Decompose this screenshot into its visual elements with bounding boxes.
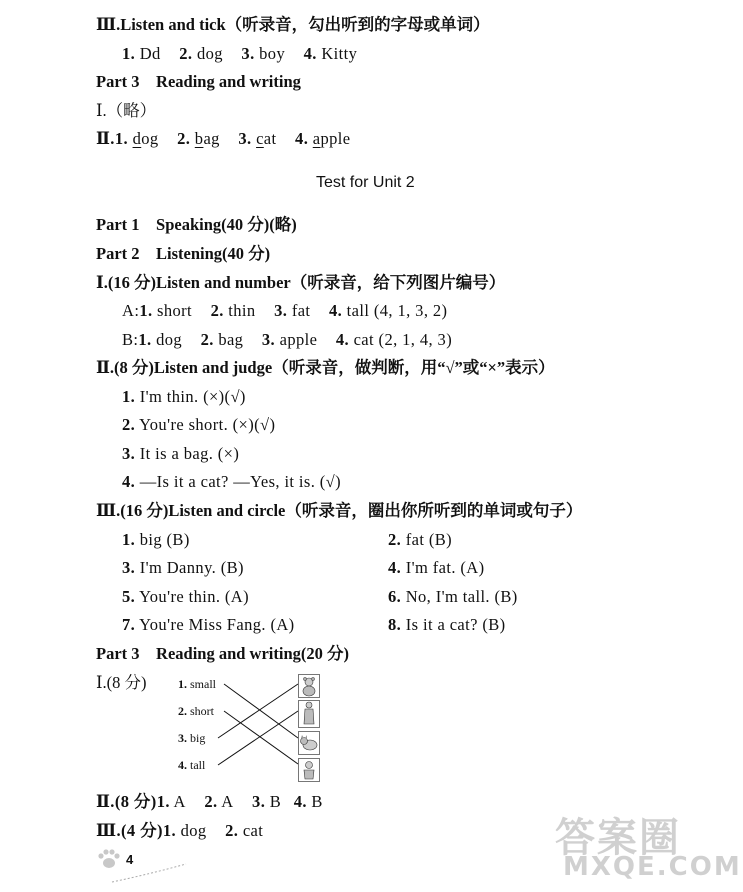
item-number: 1. xyxy=(138,330,152,349)
item-number: 1. xyxy=(122,387,136,406)
answer-text: dog xyxy=(180,821,207,840)
item-number: 4. xyxy=(335,330,350,349)
unit2-section1-header xyxy=(96,272,505,294)
answer-text: Kitty xyxy=(321,44,358,63)
unit2-section3-item-4 xyxy=(388,557,485,579)
item-number: 4. xyxy=(122,472,136,491)
item-number: 3. xyxy=(274,301,288,320)
section-instruction-cn: （听录音，圈出你所听到的单词或句子） xyxy=(285,501,583,520)
item-number: 6. xyxy=(388,587,402,606)
answer-text: thin xyxy=(228,301,256,320)
unit2-section2-item-3 xyxy=(122,443,239,465)
underlined-letter: b xyxy=(194,129,204,148)
match-line xyxy=(218,684,298,738)
section-title-en: Ⅲ.(16 分)Listen and circle xyxy=(96,501,286,520)
answer-order: (4, 1, 3, 2) xyxy=(373,301,448,320)
section-instruction-cn: （听录音，做判断，用“√”或“×”表示） xyxy=(272,358,555,377)
watermark xyxy=(555,806,742,886)
answer-text: A xyxy=(221,792,234,811)
item-number: 2. xyxy=(177,129,191,148)
answer-text: Dd xyxy=(139,44,161,63)
item-number: 3. xyxy=(241,44,255,63)
match-word-2: 2. short xyxy=(178,704,214,718)
section-instruction-cn: （听录音，给下列图片编号） xyxy=(290,273,506,292)
section-label: Ⅱ.(8 分) xyxy=(96,792,157,811)
answer-text: B xyxy=(311,792,323,811)
answer-text: —Is it a cat? —Yes, it is. (√) xyxy=(139,472,342,491)
unit2-section2-item-4 xyxy=(122,471,341,493)
cat-icon xyxy=(298,731,320,755)
answer-text: I'm thin. (×)(√) xyxy=(139,387,246,406)
unit2-section2-item-2 xyxy=(122,414,275,436)
answer-text: No, I'm tall. (B) xyxy=(405,587,518,606)
item-number: 2. xyxy=(200,330,214,349)
item-number: 3. xyxy=(122,558,136,577)
tall-person-icon xyxy=(298,700,320,728)
answer-text: bag xyxy=(218,330,244,349)
answer-text: fat xyxy=(291,301,311,320)
item-number: 1. xyxy=(162,821,177,840)
answer-text: You're thin. (A) xyxy=(139,587,250,606)
section-instruction-cn: （听录音，勾出听到的字母或单词） xyxy=(225,15,490,34)
unit2-section3-item-2 xyxy=(388,529,452,551)
row-label: B: xyxy=(122,330,139,349)
answer-text: B xyxy=(269,792,282,811)
match-word-4: 4. tall xyxy=(178,758,206,772)
short-person-icon xyxy=(298,758,320,782)
underlined-letter: a xyxy=(312,129,321,148)
item-number: 4. xyxy=(328,301,343,320)
item-number: 3. xyxy=(122,444,136,463)
unit2-rw-section1-label: Ⅰ.(8 分) xyxy=(96,673,147,692)
answer-text: dog xyxy=(156,330,183,349)
unit2-section1-row-a xyxy=(122,300,447,322)
section-title-en: Ⅱ.(8 分)Listen and judge xyxy=(96,358,273,377)
unit2-section2-item-1 xyxy=(122,386,246,408)
unit2-rw-section2 xyxy=(96,791,323,813)
item-number: 8. xyxy=(388,615,402,634)
unit2-part2-title: Part 2 Listening(40 分) xyxy=(96,244,271,263)
answer-text: big (B) xyxy=(139,530,190,549)
unit2-section3-item-1 xyxy=(122,529,190,551)
answer-text: short xyxy=(157,301,193,320)
unit2-title: Test for Unit 2 xyxy=(316,174,415,191)
word-rest: at xyxy=(263,129,277,148)
watermark-line2: MXQE.COM xyxy=(563,852,742,882)
item-number: 2. xyxy=(122,415,136,434)
item-number: 2. xyxy=(388,530,402,549)
unit2-section3-item-6 xyxy=(388,586,518,608)
item-number: 1. xyxy=(139,301,153,320)
row-label: A: xyxy=(122,301,140,320)
unit2-section1-row-b xyxy=(122,329,452,351)
item-number: 2. xyxy=(210,301,224,320)
unit2-section3-item-7 xyxy=(122,614,295,636)
unit2-section3-item-5 xyxy=(122,586,249,608)
item-number: 4. xyxy=(388,558,402,577)
answer-text: fat (B) xyxy=(405,530,453,549)
unit1-reading-section1: Ⅰ.（略） xyxy=(96,101,157,120)
underlined-letter: d xyxy=(132,129,142,148)
unit2-section3-header xyxy=(96,500,582,522)
answer-text: It is a bag. (×) xyxy=(139,444,240,463)
item-number: 2. xyxy=(179,44,193,63)
word-rest: pple xyxy=(320,129,351,148)
unit2-section3-item-3 xyxy=(122,557,244,579)
answer-order: (2, 1, 4, 3) xyxy=(378,330,453,349)
item-number: 4. xyxy=(295,129,309,148)
answer-text: You're Miss Fang. (A) xyxy=(139,615,295,634)
item-number: 5. xyxy=(122,587,136,606)
unit1-part3-title: Part 3 Reading and writing xyxy=(96,72,301,91)
answer-text: You're short. (×)(√) xyxy=(139,415,276,434)
section-label: Ⅲ.(4 分) xyxy=(96,821,163,840)
answer-text: A xyxy=(173,792,186,811)
match-line xyxy=(218,711,298,765)
answer-text: I'm fat. (A) xyxy=(405,558,485,577)
answer-text: tall xyxy=(346,301,370,320)
bear-toy-icon xyxy=(298,674,320,698)
underlined-letter: c xyxy=(256,129,264,148)
item-number: 2. xyxy=(204,792,218,811)
match-word-1: 1. small xyxy=(178,677,216,691)
answer-text: Is it a cat? (B) xyxy=(405,615,506,634)
section-number: Ⅲ. xyxy=(96,15,121,34)
unit2-rw-section3 xyxy=(96,820,263,842)
item-number: 4. xyxy=(293,792,307,811)
item-number: 1. xyxy=(114,129,129,148)
answer-text: dog xyxy=(196,44,223,63)
section-title-en: Ⅰ.(16 分)Listen and number xyxy=(96,273,291,292)
item-number: 3. xyxy=(252,792,266,811)
item-number: 2. xyxy=(225,821,239,840)
item-number: 1. xyxy=(156,792,170,811)
answer-text: boy xyxy=(259,44,286,63)
match-word-3: 3. big xyxy=(178,731,206,745)
section-number: Ⅱ. xyxy=(96,129,115,148)
answer-text: cat xyxy=(242,821,264,840)
unit2-section2-header xyxy=(96,357,555,379)
match-line xyxy=(224,684,298,738)
word-rest: ag xyxy=(203,129,220,148)
word-rest: og xyxy=(141,129,159,148)
section-title-en: Listen and tick xyxy=(120,15,226,34)
item-number: 7. xyxy=(122,615,136,634)
matching-exercise xyxy=(178,674,338,784)
unit1-reading-section2 xyxy=(96,128,351,150)
item-number: 3. xyxy=(238,129,252,148)
item-number: 1. xyxy=(122,530,136,549)
answer-text: I'm Danny. (B) xyxy=(139,558,244,577)
answer-text: apple xyxy=(279,330,318,349)
footer-dotted-curve xyxy=(110,862,190,886)
item-number: 4. xyxy=(303,44,317,63)
answer-text: cat xyxy=(353,330,375,349)
watermark-line1: 答案圈 xyxy=(555,815,681,861)
unit1-section3-header xyxy=(96,14,490,36)
unit1-section3-answers xyxy=(122,43,357,65)
unit2-part1-title: Part 1 Speaking(40 分)(略) xyxy=(96,215,297,234)
unit2-part3-title: Part 3 Reading and writing(20 分) xyxy=(96,644,349,663)
unit2-section3-item-8 xyxy=(388,614,506,636)
page-number: 4 xyxy=(126,852,134,867)
item-number: 1. xyxy=(122,44,136,63)
item-number: 3. xyxy=(261,330,276,349)
